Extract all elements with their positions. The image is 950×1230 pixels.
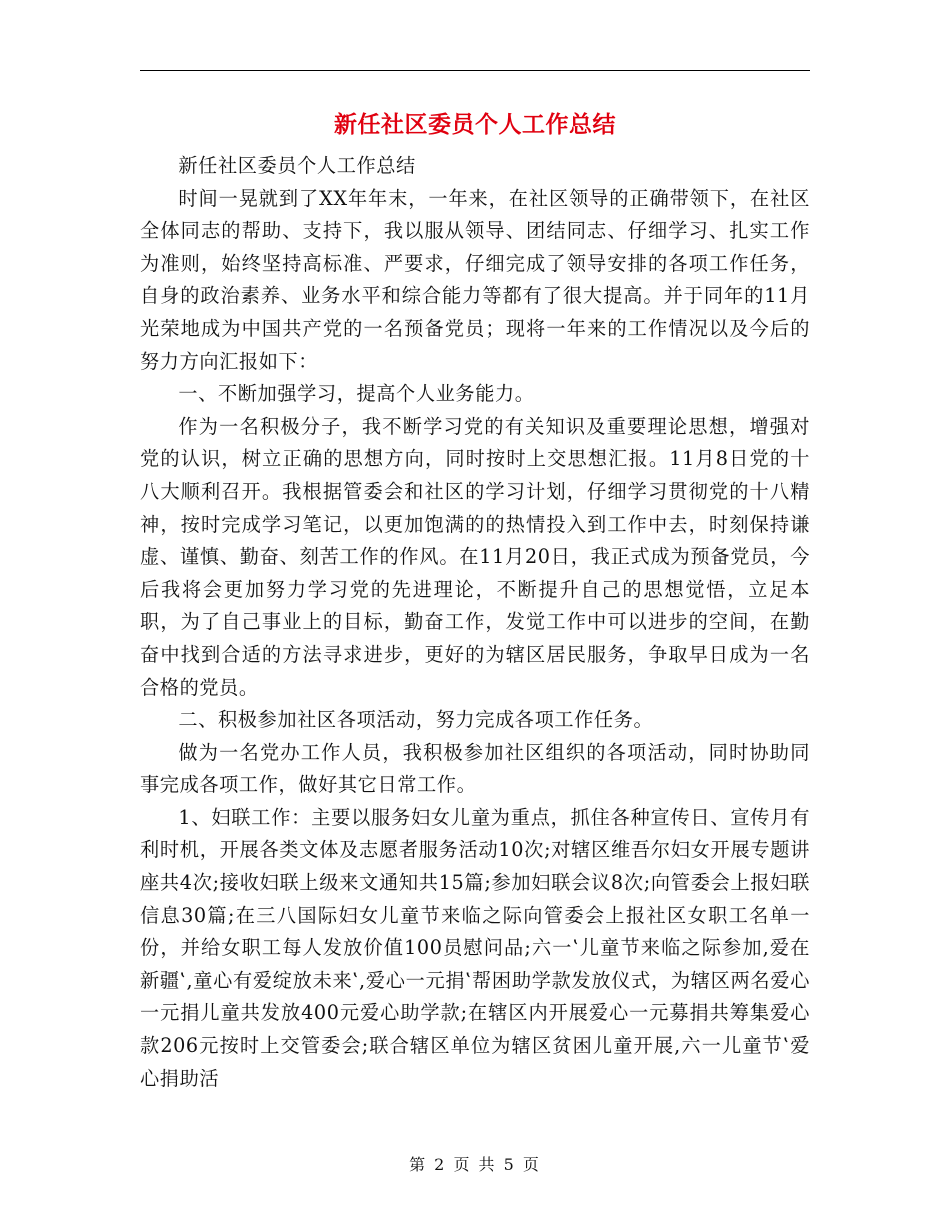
- body-paragraph: 1、妇联工作：主要以服务妇女儿童为重点，抓住各种宣传日、宣传月有利时机，开展各类文体及志愿者服务活动10次;对辖区维吾尔妇女开展专题讲座共4次;接收妇联上级来文通知共15篇;参加妇联会议8次;向管委会上报妇联信息30篇;在三八国际妇女儿童节来临之际向管委会上报社区女职工名单一份，并给女职工每人发放价值100员慰问品;六一‛儿童节来临之际参加,爱在新疆‛,童心有爱绽放未来‛,爱心一元捐‛帮困助学款发放仪式，为辖区两名爱心一元捐儿童共发放400元爱心助学款;在辖区内开展爱心一元募捐共筹集爱心款206元按时上交管委会;联合辖区单位为辖区贫困儿童开展,六一儿童节‛爱心捐助活: [140, 805, 810, 1090]
- body-paragraph: 新任社区委员个人工作总结: [178, 154, 416, 177]
- header-divider: [140, 70, 810, 71]
- section-heading: 一、不断加强学习，提高个人业务能力。: [178, 382, 535, 406]
- body-paragraph: 作为一名积极分子，我不断学习党的有关知识及重要理论思想，增强对党的认识，树立正确的思想方向，同时按时上交思想汇报。11月8日党的十八大顺利召开。我根据管委会和社区的学习计划，仔细学习贯彻党的十八精神，按时完成学习笔记，以更加饱满的的热情投入到工作中去，时刻保持谦虚、谨慎、勤奋、刻苦工作的作风。在11月20日，我正式成为预备党员，今后我将会更加努力学习党的先进理论，不断提升自己的思想觉悟，立足本职，为了自己事业上的目标，勤奋工作，发觉工作中可以进步的空间，在勤奋中找到合适的方法寻求进步，更好的为辖区居民服务，争取早日成为一名合格的党员。: [140, 414, 810, 699]
- body-paragraph: 时间一晃就到了XX年年末，一年来，在社区领导的正确带领下，在社区全体同志的帮助、支持下，我以服从领导、团结同志、仔细学习、扎实工作为准则，始终坚持高标准、严要求，仔细完成了领导安排的各项工作任务，自身的政治素养、业务水平和综合能力等都有了很大提高。并于同年的11月光荣地成为中国共产党的一名预备党员；现将一年来的工作情况以及今后的努力方向汇报如下：: [140, 186, 810, 373]
- body-paragraph: 做为一名党办工作人员，我积极参加社区组织的各项活动，同时协助同事完成各项工作，做好其它日常工作。: [140, 740, 810, 797]
- document-body: [140, 150, 810, 1095]
- section-heading: 二、积极参加社区各项活动，努力完成各项工作任务。: [178, 708, 654, 732]
- page-number-footer: 第 2 页 共 5 页: [409, 1155, 541, 1174]
- document-title: 新任社区委员个人工作总结: [334, 111, 616, 138]
